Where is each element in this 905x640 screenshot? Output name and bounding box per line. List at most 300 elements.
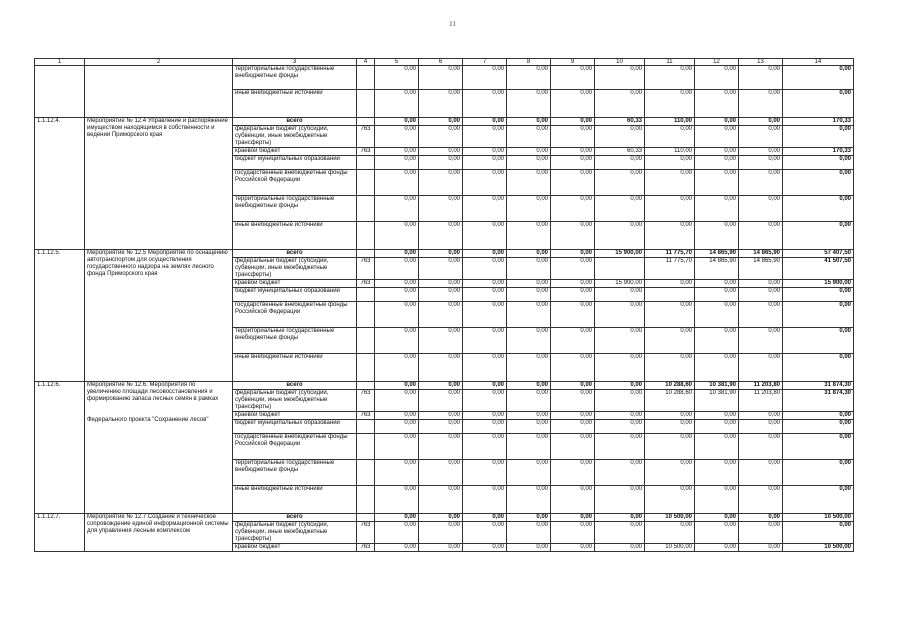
amount-cell: 0,00 xyxy=(507,90,551,118)
amount-cell: 0,00 xyxy=(783,170,854,196)
amount-cell: 0,00 xyxy=(783,90,854,118)
amount-cell: 0,00 xyxy=(419,544,463,552)
event-title-text: Мероприятие № 12.4 Управление и распоряжение имуществом находящимся в собственности и ведении Приморского края xyxy=(87,118,228,138)
funding-source: иные внебюджетные источники xyxy=(233,90,357,118)
column-header: 4 xyxy=(357,59,375,66)
amount-cell: 0,00 xyxy=(783,522,854,544)
funding-source: федеральный бюджет (субсидии, субвенции, иные межбюджетные трансферты) xyxy=(233,390,357,412)
funding-source: территориальные государственные внебюджетные фонды xyxy=(233,460,357,486)
budget-code: 763 xyxy=(357,544,375,552)
column-header: 5 xyxy=(375,59,419,66)
amount-cell: 0,00 xyxy=(375,90,419,118)
amount-cell: 0,00 xyxy=(463,148,507,156)
table-row xyxy=(35,382,854,390)
column-header: 7 xyxy=(463,59,507,66)
amount-cell: 0,00 xyxy=(463,170,507,196)
amount-cell: 0,00 xyxy=(551,434,595,460)
amount-cell: 0,00 xyxy=(695,328,739,354)
amount-cell: 0,00 xyxy=(507,382,551,390)
amount-cell: 0,00 xyxy=(551,412,595,420)
amount-cell: 0,00 xyxy=(507,544,551,552)
event-number: 1.1.12.6. xyxy=(35,382,85,514)
amount-cell: 10 500,00 xyxy=(783,514,854,522)
amount-cell: 31 874,30 xyxy=(783,390,854,412)
funding-source: краевой бюджет xyxy=(233,148,357,156)
spacer xyxy=(87,403,230,417)
amount-cell: 0,00 xyxy=(507,156,551,170)
amount-cell: 0,00 xyxy=(463,258,507,280)
amount-cell: 0,00 xyxy=(507,514,551,522)
amount-cell: 0,00 xyxy=(783,460,854,486)
amount-cell: 0,00 xyxy=(419,280,463,288)
amount-cell: 0,00 xyxy=(463,156,507,170)
budget-code xyxy=(357,118,375,126)
amount-cell: 0,00 xyxy=(739,148,783,156)
amount-cell: 0,00 xyxy=(463,280,507,288)
amount-cell: 0,00 xyxy=(551,382,595,390)
amount-cell: 0,00 xyxy=(507,522,551,544)
amount-cell: 10 381,90 xyxy=(695,390,739,412)
amount-cell: 0,00 xyxy=(645,196,695,222)
amount-cell: 0,00 xyxy=(695,302,739,328)
amount-cell: 0,00 xyxy=(419,486,463,514)
amount-cell: 0,00 xyxy=(595,90,645,118)
column-header: 2 xyxy=(85,59,233,66)
amount-cell: 0,00 xyxy=(595,302,645,328)
amount-cell: 57 407,50 xyxy=(783,250,854,258)
amount-cell: 0,00 xyxy=(739,222,783,250)
amount-cell: 0,00 xyxy=(695,522,739,544)
amount-cell: 11 203,80 xyxy=(739,382,783,390)
amount-cell: 0,00 xyxy=(507,420,551,434)
amount-cell: 0,00 xyxy=(375,258,419,280)
event-number: 1.1.12.5. xyxy=(35,250,85,382)
amount-cell: 0,00 xyxy=(551,544,595,552)
amount-cell: 0,00 xyxy=(507,354,551,382)
funding-source: краевой бюджет xyxy=(233,280,357,288)
amount-cell: 0,00 xyxy=(375,170,419,196)
amount-cell: 0,00 xyxy=(507,118,551,126)
budget-code xyxy=(357,514,375,522)
amount-cell: 0,00 xyxy=(375,66,419,90)
amount-cell: 0,00 xyxy=(463,390,507,412)
amount-cell: 0,00 xyxy=(507,250,551,258)
amount-cell: 0,00 xyxy=(739,118,783,126)
budget-code xyxy=(357,460,375,486)
amount-cell: 0,00 xyxy=(463,90,507,118)
funding-source: краевой бюджет xyxy=(233,412,357,420)
column-header: 8 xyxy=(507,59,551,66)
amount-cell: 0,00 xyxy=(419,118,463,126)
amount-cell: 0,00 xyxy=(551,118,595,126)
event-title xyxy=(85,382,233,514)
budget-code: 763 xyxy=(357,258,375,280)
amount-cell: 0,00 xyxy=(595,354,645,382)
amount-cell: 0,00 xyxy=(645,156,695,170)
amount-cell: 0,00 xyxy=(375,460,419,486)
amount-cell: 0,00 xyxy=(375,514,419,522)
amount-cell: 0,00 xyxy=(463,460,507,486)
amount-cell: 15 900,00 xyxy=(595,250,645,258)
funding-source: иные внебюджетные источники xyxy=(233,222,357,250)
budget-code xyxy=(357,434,375,460)
amount-cell: 0,00 xyxy=(375,544,419,552)
amount-cell: 0,00 xyxy=(419,90,463,118)
amount-cell: 0,00 xyxy=(375,156,419,170)
funding-source: иные внебюджетные источники xyxy=(233,354,357,382)
amount-cell: 0,00 xyxy=(695,66,739,90)
amount-cell: 0,00 xyxy=(783,196,854,222)
amount-cell: 0,00 xyxy=(595,434,645,460)
amount-cell: 31 874,30 xyxy=(783,382,854,390)
budget-code xyxy=(357,354,375,382)
amount-cell: 0,00 xyxy=(695,514,739,522)
amount-cell: 170,33 xyxy=(783,148,854,156)
amount-cell: 0,00 xyxy=(419,382,463,390)
amount-cell: 0,00 xyxy=(551,288,595,302)
amount-cell: 60,33 xyxy=(595,148,645,156)
column-header: 14 xyxy=(783,59,854,66)
amount-cell: 0,00 xyxy=(551,170,595,196)
amount-cell: 0,00 xyxy=(645,434,695,460)
event-number xyxy=(35,66,85,118)
amount-cell: 41 507,50 xyxy=(783,258,854,280)
amount-cell: 0,00 xyxy=(551,148,595,156)
amount-cell: 0,00 xyxy=(595,288,645,302)
amount-cell: 0,00 xyxy=(695,288,739,302)
amount-cell: 0,00 xyxy=(375,328,419,354)
funding-source: территориальные государственные внебюджетные фонды xyxy=(233,328,357,354)
amount-cell: 0,00 xyxy=(419,222,463,250)
amount-cell: 0,00 xyxy=(783,486,854,514)
budget-code xyxy=(357,90,375,118)
amount-cell: 14 865,90 xyxy=(739,250,783,258)
amount-cell: 0,00 xyxy=(551,486,595,514)
amount-cell: 0,00 xyxy=(507,288,551,302)
amount-cell: 0,00 xyxy=(739,90,783,118)
funding-source: краевой бюджет xyxy=(233,544,357,552)
column-header: 6 xyxy=(419,59,463,66)
amount-cell: 0,00 xyxy=(739,412,783,420)
budget-code xyxy=(357,288,375,302)
budget-code: 763 xyxy=(357,522,375,544)
amount-cell: 14 865,90 xyxy=(695,250,739,258)
amount-cell: 0,00 xyxy=(419,434,463,460)
amount-cell: 0,00 xyxy=(645,280,695,288)
source-total-label: всего xyxy=(233,250,357,258)
amount-cell: 10 500,00 xyxy=(645,514,695,522)
amount-cell: 0,00 xyxy=(419,258,463,280)
amount-cell: 0,00 xyxy=(463,288,507,302)
budget-code xyxy=(357,328,375,354)
funding-source: территориальные государственные внебюджетные фонды xyxy=(233,196,357,222)
amount-cell: 0,00 xyxy=(695,126,739,148)
amount-cell: 0,00 xyxy=(419,390,463,412)
amount-cell: 0,00 xyxy=(551,522,595,544)
budget-code: 763 xyxy=(357,412,375,420)
amount-cell: 15 900,00 xyxy=(783,280,854,288)
amount-cell: 0,00 xyxy=(551,514,595,522)
amount-cell: 14 865,90 xyxy=(695,258,739,280)
event-title-text: Мероприятие № 12.7 Создание и техническое сопровождение единой информационной системы для управления лесным комплексом xyxy=(87,514,229,534)
amount-cell: 0,00 xyxy=(695,90,739,118)
amount-cell: 0,00 xyxy=(463,514,507,522)
amount-cell: 0,00 xyxy=(463,420,507,434)
amount-cell: 0,00 xyxy=(375,354,419,382)
budget-code xyxy=(357,156,375,170)
budget-table xyxy=(34,58,854,552)
table-row xyxy=(35,514,854,522)
amount-cell: 0,00 xyxy=(595,66,645,90)
amount-cell: 0,00 xyxy=(783,420,854,434)
amount-cell: 0,00 xyxy=(645,222,695,250)
amount-cell: 0,00 xyxy=(463,544,507,552)
amount-cell: 0,00 xyxy=(463,66,507,90)
amount-cell: 0,00 xyxy=(595,390,645,412)
funding-source: бюджет муниципальных образований xyxy=(233,156,357,170)
funding-source: государственные внебюджетные фонды Российской Федерации xyxy=(233,302,357,328)
amount-cell: 0,00 xyxy=(507,434,551,460)
amount-cell: 0,00 xyxy=(375,486,419,514)
amount-cell: 0,00 xyxy=(783,328,854,354)
budget-code: 763 xyxy=(357,148,375,156)
amount-cell: 0,00 xyxy=(595,382,645,390)
budget-code xyxy=(357,222,375,250)
column-header: 3 xyxy=(233,59,357,66)
amount-cell: 0,00 xyxy=(375,222,419,250)
amount-cell: 0,00 xyxy=(739,544,783,552)
amount-cell: 0,00 xyxy=(595,156,645,170)
amount-cell: 0,00 xyxy=(551,126,595,148)
amount-cell: 11 775,70 xyxy=(645,258,695,280)
amount-cell: 0,00 xyxy=(551,66,595,90)
amount-cell: 0,00 xyxy=(783,354,854,382)
amount-cell: 0,00 xyxy=(375,196,419,222)
budget-code xyxy=(357,382,375,390)
amount-cell: 10 288,60 xyxy=(645,390,695,412)
amount-cell: 0,00 xyxy=(375,148,419,156)
amount-cell: 0,00 xyxy=(463,412,507,420)
amount-cell: 0,00 xyxy=(645,328,695,354)
amount-cell xyxy=(645,288,695,302)
budget-code xyxy=(357,486,375,514)
amount-cell: 0,00 xyxy=(551,460,595,486)
amount-cell: 0,00 xyxy=(419,328,463,354)
amount-cell: 0,00 xyxy=(695,420,739,434)
amount-cell: 0,00 xyxy=(551,328,595,354)
column-header: 13 xyxy=(739,59,783,66)
amount-cell: 0,00 xyxy=(507,280,551,288)
amount-cell: 0,00 xyxy=(595,486,645,514)
amount-cell: 0,00 xyxy=(595,420,645,434)
amount-cell: 0,00 xyxy=(375,288,419,302)
amount-cell: 0,00 xyxy=(551,390,595,412)
amount-cell: 0,00 xyxy=(507,486,551,514)
amount-cell: 0,00 xyxy=(739,328,783,354)
budget-code: 763 xyxy=(357,390,375,412)
amount-cell: 0,00 xyxy=(783,434,854,460)
amount-cell: 0,00 xyxy=(419,170,463,196)
amount-cell: 0,00 xyxy=(419,302,463,328)
amount-cell: 10 381,90 xyxy=(695,382,739,390)
funding-source: федеральный бюджет (субсидии, субвенции, иные межбюджетные трансферты) xyxy=(233,126,357,148)
amount-cell: 0,00 xyxy=(419,412,463,420)
funding-source: бюджет муниципальных образований xyxy=(233,288,357,302)
amount-cell: 0,00 xyxy=(695,434,739,460)
amount-cell: 0,00 xyxy=(419,460,463,486)
amount-cell: 0,00 xyxy=(375,118,419,126)
column-header: 11 xyxy=(645,59,695,66)
amount-cell: 0,00 xyxy=(419,250,463,258)
funding-source: бюджет муниципальных образований xyxy=(233,420,357,434)
amount-cell: 0,00 xyxy=(507,258,551,280)
amount-cell: 0,00 xyxy=(375,126,419,148)
amount-cell: 0,00 xyxy=(551,222,595,250)
amount-cell: 0,00 xyxy=(739,280,783,288)
amount-cell: 0,00 xyxy=(419,522,463,544)
amount-cell: 0,00 xyxy=(375,250,419,258)
amount-cell: 0,00 xyxy=(551,302,595,328)
amount-cell: 0,00 xyxy=(695,412,739,420)
amount-cell: 0,00 xyxy=(463,196,507,222)
amount-cell: 0,00 xyxy=(507,222,551,250)
amount-cell: 0,00 xyxy=(419,288,463,302)
budget-code xyxy=(357,302,375,328)
amount-cell: 0,00 xyxy=(595,522,645,544)
amount-cell: 0,00 xyxy=(551,354,595,382)
amount-cell: 0,00 xyxy=(551,250,595,258)
amount-cell: 0,00 xyxy=(375,420,419,434)
funding-source: государственные внебюджетные фонды Российской Федерации xyxy=(233,170,357,196)
amount-cell: 15 900,00 xyxy=(595,280,645,288)
amount-cell: 0,00 xyxy=(375,390,419,412)
amount-cell: 0,00 xyxy=(645,420,695,434)
amount-cell: 0,00 xyxy=(507,412,551,420)
amount-cell: 0,00 xyxy=(507,66,551,90)
amount-cell: 10 500,00 xyxy=(645,544,695,552)
table-row xyxy=(35,66,854,90)
amount-cell: 0,00 xyxy=(375,382,419,390)
amount-cell: 0,00 xyxy=(419,156,463,170)
amount-cell: 10 500,00 xyxy=(783,544,854,552)
table-row xyxy=(35,118,854,126)
amount-cell: 0,00 xyxy=(739,66,783,90)
amount-cell: 0,00 xyxy=(595,544,645,552)
amount-cell: 0,00 xyxy=(695,460,739,486)
amount-cell: 0,00 xyxy=(739,302,783,328)
column-header: 12 xyxy=(695,59,739,66)
amount-cell: 0,00 xyxy=(595,412,645,420)
event-number: 1.1.12.7. xyxy=(35,514,85,552)
amount-cell: 0,00 xyxy=(463,126,507,148)
amount-cell: 0,00 xyxy=(695,170,739,196)
amount-cell: 0,00 xyxy=(739,170,783,196)
event-title-text: Мероприятие № 12.5 Мероприятие по оснащению автотранспортом для осуществления государственного надзора на землях лесного фонда Приморского края xyxy=(87,250,228,277)
amount-cell: 0,00 xyxy=(645,412,695,420)
budget-code xyxy=(357,170,375,196)
amount-cell: 0,00 xyxy=(551,156,595,170)
amount-cell: 0,00 xyxy=(551,420,595,434)
amount-cell: 0,00 xyxy=(739,486,783,514)
event-title xyxy=(85,66,233,118)
amount-cell: 0,00 xyxy=(783,126,854,148)
amount-cell: 0,00 xyxy=(375,412,419,420)
amount-cell: 0,00 xyxy=(783,66,854,90)
funding-source: федеральный бюджет (субсидии, субвенции, иные межбюджетные трансферты) xyxy=(233,522,357,544)
amount-cell: 0,00 xyxy=(463,486,507,514)
amount-cell: 10 288,60 xyxy=(645,382,695,390)
amount-cell: 0,00 xyxy=(463,118,507,126)
amount-cell: 0,00 xyxy=(695,354,739,382)
amount-cell: 0,00 xyxy=(645,126,695,148)
table-row xyxy=(35,250,854,258)
amount-cell: 0,00 xyxy=(695,148,739,156)
amount-cell: 11 775,70 xyxy=(645,250,695,258)
amount-cell: 60,33 xyxy=(595,118,645,126)
amount-cell: 0,00 xyxy=(507,390,551,412)
amount-cell: 0,00 xyxy=(463,434,507,460)
amount-cell: 0,00 xyxy=(375,302,419,328)
source-total-label: всего xyxy=(233,514,357,522)
amount-cell: 0,00 xyxy=(783,288,854,302)
amount-cell: 0,00 xyxy=(507,148,551,156)
amount-cell: 0,00 xyxy=(419,66,463,90)
amount-cell: 0,00 xyxy=(739,522,783,544)
amount-cell: 14 865,90 xyxy=(739,258,783,280)
amount-cell: 0,00 xyxy=(419,354,463,382)
page-number: 11 xyxy=(449,20,456,28)
amount-cell: 0,00 xyxy=(695,156,739,170)
amount-cell: 0,00 xyxy=(645,460,695,486)
funding-source: иные внебюджетные источники xyxy=(233,486,357,514)
amount-cell: 0,00 xyxy=(551,90,595,118)
funding-source: федеральный бюджет (субсидии, субвенции, иные межбюджетные трансферты) xyxy=(233,258,357,280)
amount-cell: 0,00 xyxy=(463,354,507,382)
amount-cell: 0,00 xyxy=(739,460,783,486)
funding-source: территориальные государственные внебюджетные фонды xyxy=(233,66,357,90)
amount-cell: 0,00 xyxy=(507,460,551,486)
amount-cell: 0,00 xyxy=(595,170,645,196)
amount-cell: 0,00 xyxy=(595,196,645,222)
amount-cell: 0,00 xyxy=(739,288,783,302)
amount-cell: 0,00 xyxy=(783,156,854,170)
amount-cell: 0,00 xyxy=(375,434,419,460)
amount-cell: 0,00 xyxy=(595,460,645,486)
amount-cell: 0,00 xyxy=(645,170,695,196)
amount-cell: 110,00 xyxy=(645,148,695,156)
amount-cell: 0,00 xyxy=(419,420,463,434)
amount-cell: 110,00 xyxy=(645,118,695,126)
amount-cell: 0,00 xyxy=(783,302,854,328)
amount-cell: 0,00 xyxy=(695,544,739,552)
amount-cell: 0,00 xyxy=(645,66,695,90)
amount-cell: 0,00 xyxy=(463,522,507,544)
amount-cell: 0,00 xyxy=(463,382,507,390)
amount-cell: 0,00 xyxy=(507,196,551,222)
amount-cell: 0,00 xyxy=(645,302,695,328)
amount-cell: 0,00 xyxy=(419,196,463,222)
amount-cell: 0,00 xyxy=(645,90,695,118)
amount-cell: 0,00 xyxy=(419,514,463,522)
amount-cell: 11 203,80 xyxy=(739,390,783,412)
amount-cell: 0,00 xyxy=(739,514,783,522)
event-number: 1.1.12.4. xyxy=(35,118,85,250)
amount-cell: 0,00 xyxy=(463,250,507,258)
amount-cell: 0,00 xyxy=(595,222,645,250)
amount-cell: 0,00 xyxy=(739,196,783,222)
source-total-label: всего xyxy=(233,118,357,126)
budget-code: 763 xyxy=(357,280,375,288)
